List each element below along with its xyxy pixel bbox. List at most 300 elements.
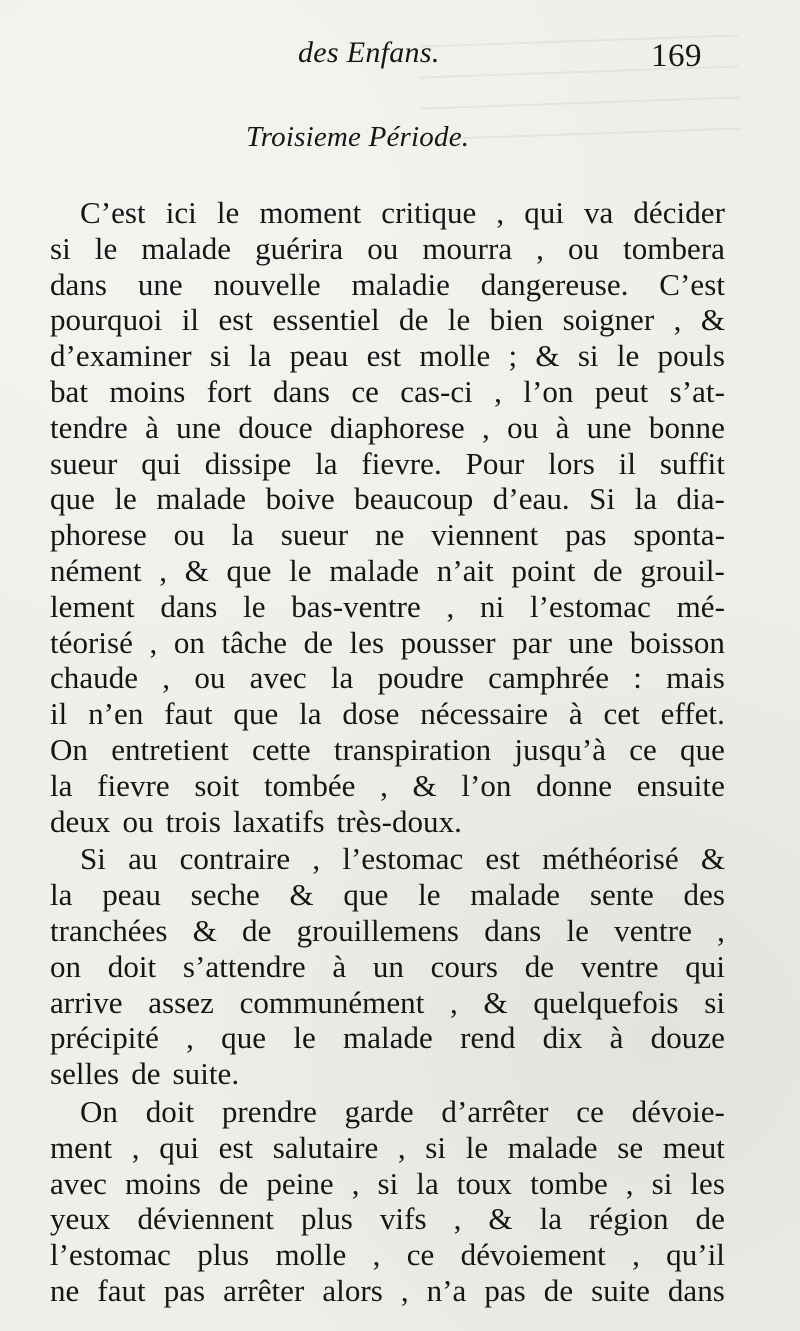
word: le [293, 1020, 316, 1056]
word: malade [507, 1129, 598, 1165]
paragraph-2 [50, 841, 725, 1092]
word: , [380, 767, 388, 803]
text-line [50, 410, 725, 446]
word: , [372, 1237, 381, 1273]
word: , [482, 409, 490, 445]
word: essentiel [272, 302, 380, 338]
word: grouillemens [296, 912, 460, 948]
word: dans [667, 1272, 725, 1308]
word: , [446, 588, 455, 624]
word: boive [265, 481, 335, 517]
word: de [242, 912, 272, 948]
word: doit [107, 948, 157, 984]
word: effet. [660, 696, 725, 732]
word: suite. [172, 1056, 240, 1092]
word: si [651, 1165, 673, 1201]
word: que [226, 552, 272, 588]
word: ni [480, 588, 505, 624]
word: l’estomac [529, 588, 651, 624]
word: & [412, 767, 437, 803]
word: n’en [88, 696, 144, 732]
word: suffit [659, 445, 725, 481]
word: On [80, 1093, 118, 1129]
word: de [543, 1272, 574, 1308]
word: pourquoi [50, 302, 163, 338]
word: si [209, 338, 231, 374]
word: arrêter [223, 1272, 305, 1308]
word: molle [275, 1237, 347, 1273]
word: Si [589, 481, 616, 517]
word: d’examiner [50, 338, 192, 374]
word: la [231, 517, 254, 553]
text-line [50, 517, 725, 553]
word: lors [548, 445, 595, 481]
section-title: Troisieme Période. [246, 121, 470, 153]
word: de [593, 552, 623, 588]
text-line [50, 195, 725, 231]
word: de [131, 1056, 161, 1092]
word: poudre [377, 660, 464, 696]
word: donne [536, 767, 613, 803]
word: contraire [179, 841, 291, 877]
word: , [625, 1165, 634, 1201]
word: mais [666, 660, 725, 696]
word: les [690, 1165, 725, 1201]
word: dix [542, 1020, 583, 1056]
word: , [397, 1129, 406, 1165]
word: est [366, 338, 402, 374]
word: tâche [221, 624, 288, 660]
word: peau [102, 877, 161, 913]
word: & [184, 552, 209, 588]
word: malade [329, 552, 420, 588]
word: boisson [629, 624, 725, 660]
word: avec [50, 1165, 107, 1201]
word: est [485, 841, 521, 877]
word: une [176, 409, 222, 445]
paragraph-1 [50, 195, 725, 839]
word: guérira [255, 230, 344, 266]
word: douze [650, 1020, 725, 1056]
word: plus [197, 1237, 250, 1273]
word: le [465, 1129, 489, 1165]
word: , [673, 302, 682, 338]
word: garde [344, 1093, 414, 1129]
word: C’est [80, 195, 146, 230]
word: trois [165, 803, 221, 839]
word: se [617, 1129, 644, 1165]
word: les [349, 624, 385, 660]
word: si [377, 1165, 399, 1201]
word: au [128, 841, 158, 877]
word: , [453, 1201, 462, 1237]
word: ment [50, 1129, 113, 1165]
word: sente [589, 877, 654, 913]
word: qui [159, 1129, 199, 1165]
word: de [524, 948, 555, 984]
word: grouil- [640, 552, 725, 588]
word: n’ait [436, 552, 494, 588]
word: doit [145, 1093, 195, 1129]
word: ce [351, 373, 379, 409]
word: qui [524, 195, 564, 230]
word: que [233, 696, 279, 732]
word: décider [633, 195, 725, 230]
word: la [299, 696, 322, 732]
word: tranchées [50, 912, 168, 948]
word: une [586, 409, 632, 445]
word: ne [50, 1272, 80, 1308]
word: n’a [426, 1272, 467, 1308]
word: meut [662, 1129, 725, 1165]
word: sueur [280, 517, 349, 553]
word: suite [591, 1272, 650, 1308]
word: de [303, 624, 333, 660]
page-number: 169 [651, 38, 702, 74]
word: la [50, 767, 73, 803]
word: chaude [50, 660, 139, 696]
word: , [149, 624, 158, 660]
word: beaucoup [354, 481, 474, 517]
word: par [512, 624, 552, 660]
word: que [50, 481, 95, 517]
word: diaphorese [329, 409, 465, 445]
word: méthéorisé [542, 841, 679, 877]
word: le [566, 912, 589, 948]
word: la [248, 338, 272, 374]
body-text [50, 195, 725, 1309]
word: : [633, 660, 642, 696]
word: yeux [50, 1201, 111, 1237]
word: molle [419, 338, 491, 374]
word: vifs [379, 1201, 427, 1237]
word: viennent [431, 517, 539, 553]
word: la [315, 445, 338, 481]
word: & [488, 1201, 513, 1237]
word: malade [141, 230, 232, 266]
word: de [219, 1165, 249, 1201]
text-line [50, 768, 725, 804]
word: alors [322, 1272, 383, 1308]
word: salutaire [272, 1129, 379, 1165]
word: si [425, 1129, 447, 1165]
word: le [447, 302, 471, 338]
word: il [50, 696, 68, 732]
text-line [50, 302, 725, 338]
word: le [243, 588, 266, 624]
word: nécessaire [420, 696, 549, 732]
word: ; [508, 338, 518, 374]
word: assez [148, 984, 214, 1020]
word: pas [163, 1272, 206, 1308]
word: il [181, 302, 200, 338]
word: , [536, 230, 544, 266]
word: ce [406, 1237, 435, 1273]
text-line [50, 1094, 725, 1130]
word: on [173, 624, 205, 660]
word: , [312, 841, 321, 877]
word: dans [160, 588, 218, 624]
word: quelquefois [533, 984, 679, 1020]
word: est [218, 1129, 254, 1165]
word: & [289, 877, 314, 913]
word: moment [259, 195, 362, 230]
text-line [50, 446, 725, 482]
word: ce [576, 1093, 604, 1129]
word: que [680, 731, 725, 767]
word: lement [50, 588, 135, 624]
word: faut [164, 696, 213, 732]
word: ou [122, 803, 154, 839]
word: la [330, 660, 354, 696]
word: , [351, 1165, 360, 1201]
word: qu’il [666, 1237, 725, 1273]
text-line [50, 985, 725, 1021]
word: & [700, 302, 725, 338]
word: l’estomac [342, 841, 464, 877]
word: bonne [648, 409, 725, 445]
word: avec [249, 660, 307, 696]
word: des [683, 877, 725, 913]
word: si [704, 984, 725, 1020]
word: de [399, 302, 429, 338]
word: téorisé [50, 624, 133, 660]
word: dans [272, 373, 331, 409]
word: le [616, 338, 640, 374]
word: moins [124, 1165, 202, 1201]
word: à [568, 696, 583, 732]
word: ici [165, 195, 197, 230]
text-line [50, 1020, 725, 1056]
word: entretient [111, 731, 229, 767]
word: bas-ventre [291, 588, 421, 624]
word: région [589, 1201, 669, 1237]
word: faut [97, 1272, 146, 1308]
word: phorese [50, 517, 147, 553]
word: mé- [676, 588, 725, 624]
text-line [50, 1273, 725, 1309]
word: d’arrêter [441, 1093, 549, 1129]
word: ensuite [636, 767, 725, 803]
word: tombée [263, 767, 356, 803]
word: dissipe [204, 445, 292, 481]
text-line [50, 589, 725, 625]
word: à [145, 409, 159, 445]
word: ou [567, 230, 600, 266]
word: & [535, 338, 560, 374]
word: malade [156, 481, 247, 517]
text-line [50, 231, 725, 267]
word: , [131, 1129, 140, 1165]
word: ou [194, 660, 226, 696]
text-line [50, 553, 725, 589]
word: de [695, 1201, 725, 1237]
word: que [221, 1020, 267, 1056]
word: communément [239, 984, 425, 1020]
text-line [50, 877, 725, 913]
word: on [50, 948, 82, 984]
word: cours [430, 948, 499, 984]
word: & [483, 984, 508, 1020]
word: bien [489, 302, 544, 338]
text-line [50, 625, 725, 661]
text-line [50, 696, 725, 732]
word: plus [300, 1201, 353, 1237]
word: pousser [400, 624, 496, 660]
word: nément [50, 552, 142, 588]
word: , [494, 373, 502, 409]
text-line [50, 1201, 725, 1237]
word: critique [381, 195, 477, 230]
word: bat [50, 373, 89, 409]
word: fort [206, 373, 252, 409]
word: , [162, 660, 171, 696]
word: il [618, 445, 636, 481]
word: ou [173, 517, 205, 553]
word: le [216, 195, 240, 230]
word: prendre [221, 1093, 317, 1129]
word: Si [80, 841, 106, 877]
word: , [186, 1020, 194, 1056]
word: & [700, 841, 725, 877]
word: une [568, 624, 614, 660]
word: qui [141, 445, 181, 481]
word: camphrée [488, 660, 610, 696]
word: qui [685, 948, 725, 984]
word: fievre. [361, 445, 442, 481]
word: , [450, 984, 458, 1020]
word: la [539, 1201, 563, 1237]
text-line [50, 949, 725, 985]
word: la [50, 877, 73, 913]
word: douce [238, 409, 313, 445]
word: ou [507, 409, 539, 445]
text-line [50, 913, 725, 949]
text-line [50, 374, 725, 410]
word: déviennent [137, 1201, 274, 1237]
word: le [289, 552, 312, 588]
word: très-doux. [336, 803, 462, 839]
word: soit [194, 767, 240, 803]
word: point [511, 552, 576, 588]
word: nouvelle [213, 266, 321, 302]
word: rend [460, 1020, 516, 1056]
text-line [50, 841, 725, 877]
word: laxatifs [232, 803, 325, 839]
word: ce [629, 731, 657, 767]
word: une [137, 266, 183, 302]
word: l’on [461, 767, 512, 803]
paragraph-3 [50, 1094, 725, 1309]
word: selles [50, 1056, 120, 1092]
text-line [50, 338, 725, 374]
word: cette [251, 731, 311, 767]
text-line [50, 1237, 725, 1273]
word: cas-ci [400, 373, 473, 409]
word: la [416, 1165, 439, 1201]
word: l’estomac [50, 1237, 171, 1273]
word: malade [343, 1020, 433, 1056]
word: ne [374, 517, 405, 553]
word: à [332, 948, 347, 984]
word: précipité [50, 1020, 159, 1056]
word: dose [342, 696, 400, 732]
word: , [717, 912, 725, 948]
word: On [50, 731, 88, 767]
word: dangereuse. [480, 266, 629, 302]
word: , [632, 1237, 640, 1273]
word: toux [456, 1165, 513, 1201]
word: maladie [351, 266, 450, 302]
word: si [50, 230, 71, 266]
text-line [50, 732, 725, 768]
word: le [114, 481, 137, 517]
word: d’eau. [492, 481, 570, 517]
word: fievre [97, 767, 170, 803]
word: à [609, 1020, 624, 1056]
text-line [50, 481, 725, 517]
word: & [192, 912, 217, 948]
word: cet [603, 696, 640, 732]
word: dévoiement [460, 1237, 606, 1273]
word: arrive [50, 984, 123, 1020]
word: peau [289, 338, 349, 374]
word: transpiration [333, 731, 492, 767]
word: ou [367, 230, 399, 266]
text-line [50, 1130, 725, 1166]
word: pas [484, 1272, 526, 1308]
word: peut [594, 373, 649, 409]
word: le [94, 230, 118, 266]
text-line [50, 804, 725, 840]
word: un [372, 948, 404, 984]
word: que [343, 877, 389, 913]
word: ventre [580, 948, 659, 984]
word: sponta- [633, 517, 725, 553]
word: à [555, 409, 570, 445]
text-line [50, 267, 725, 303]
word: malade [470, 877, 561, 913]
word: moins [109, 373, 186, 409]
word: jusqu’à [514, 731, 607, 767]
word: tombera [623, 230, 725, 266]
word: s’at- [669, 373, 725, 409]
text-line [50, 660, 725, 696]
word: est [218, 302, 254, 338]
word: tombe [530, 1165, 608, 1201]
word: le [418, 877, 441, 913]
word: Pour [465, 445, 525, 481]
word: tendre [50, 409, 128, 445]
word: pouls [657, 338, 725, 374]
word: peine [266, 1165, 334, 1201]
word: , [400, 1272, 409, 1308]
word: pas [565, 517, 607, 553]
word: seche [190, 877, 260, 913]
word: va [584, 195, 614, 230]
word: l’on [523, 373, 574, 409]
running-header-title: des Enfans. [298, 36, 440, 69]
word: deux [50, 803, 111, 839]
word: s’attendre [182, 948, 306, 984]
word: , [496, 195, 505, 230]
word: C’est [659, 266, 725, 302]
word: si [577, 338, 599, 374]
word: la [634, 481, 658, 517]
word: sueur [50, 445, 118, 481]
word: dia- [676, 481, 725, 517]
text-line [50, 1166, 725, 1202]
